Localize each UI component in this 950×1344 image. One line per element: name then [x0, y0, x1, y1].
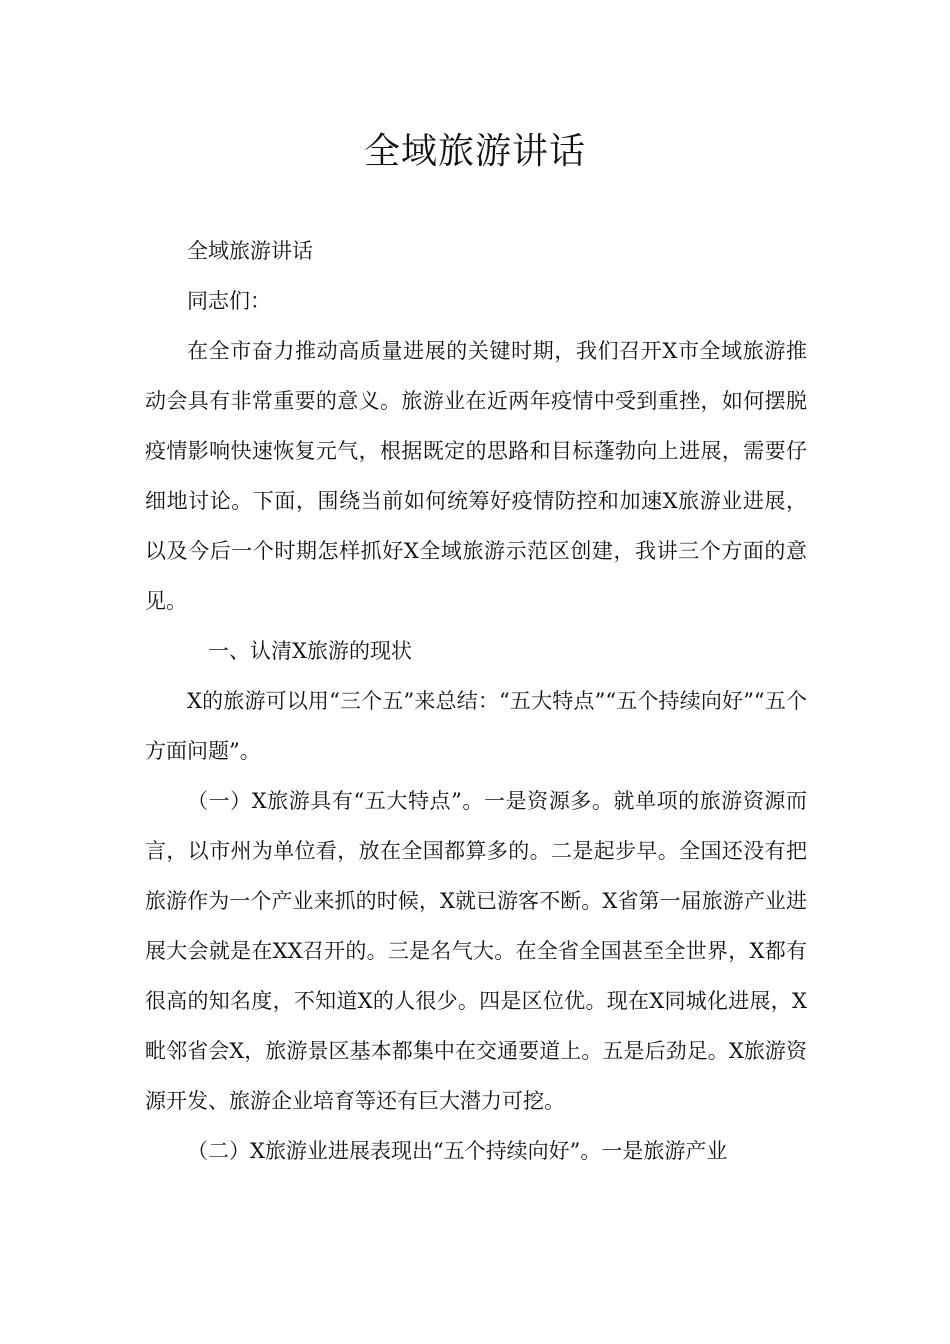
paragraph-five-trends: （二）X旅游业进展表现出“五个持续向好”。一是旅游产业	[187, 1139, 728, 1163]
section-heading: 一、认清X旅游的现状	[208, 639, 412, 663]
paragraph-salutation: 同志们：	[187, 289, 271, 313]
document-title: 全域旅游讲话	[363, 131, 586, 172]
paragraph-subtitle: 全域旅游讲话	[187, 239, 313, 263]
paragraph-summary: X的旅游可以用“三个五”来总结：“五大特点”“五个持续向好”“五个方面问题”。	[145, 689, 807, 763]
document-body	[145, 226, 807, 1176]
paragraph-intro: 在全市奋力推动高质量进展的关键时期，我们召开X市全域旅游推动会具有非常重要的意义。旅游业在近两年疫情中受到重挫，如何摆脱疫情影响快速恢复元气，根据既定的思路和目标蓬勃向上进展，需要仔细地讨论。下面，围绕当前如何统筹好疫情防控和加速X旅游业进展，以及今后一个时期怎样抓好X全域旅游示范区创建，我讲三个方面的意见。	[145, 339, 807, 613]
paragraph-five-features: （一）X旅游具有“五大特点”。一是资源多。就单项的旅游资源而言，以市州为单位看，放在全国都算多的。二是起步早。全国还没有把旅游作为一个产业来抓的时候，X就已游客不断。X省第一届旅游产业进展大会就是在XX召开的。三是名气大。在全省全国甚至全世界，X都有很高的知名度，不知道X的人很少。四是区位优。现在X同城化进展，X毗邻省会X，旅游景区基本都集中在交通要道上。五是后劲足。X旅游资源开发、旅游企业培育等还有巨大潜力可挖。	[145, 789, 807, 1113]
